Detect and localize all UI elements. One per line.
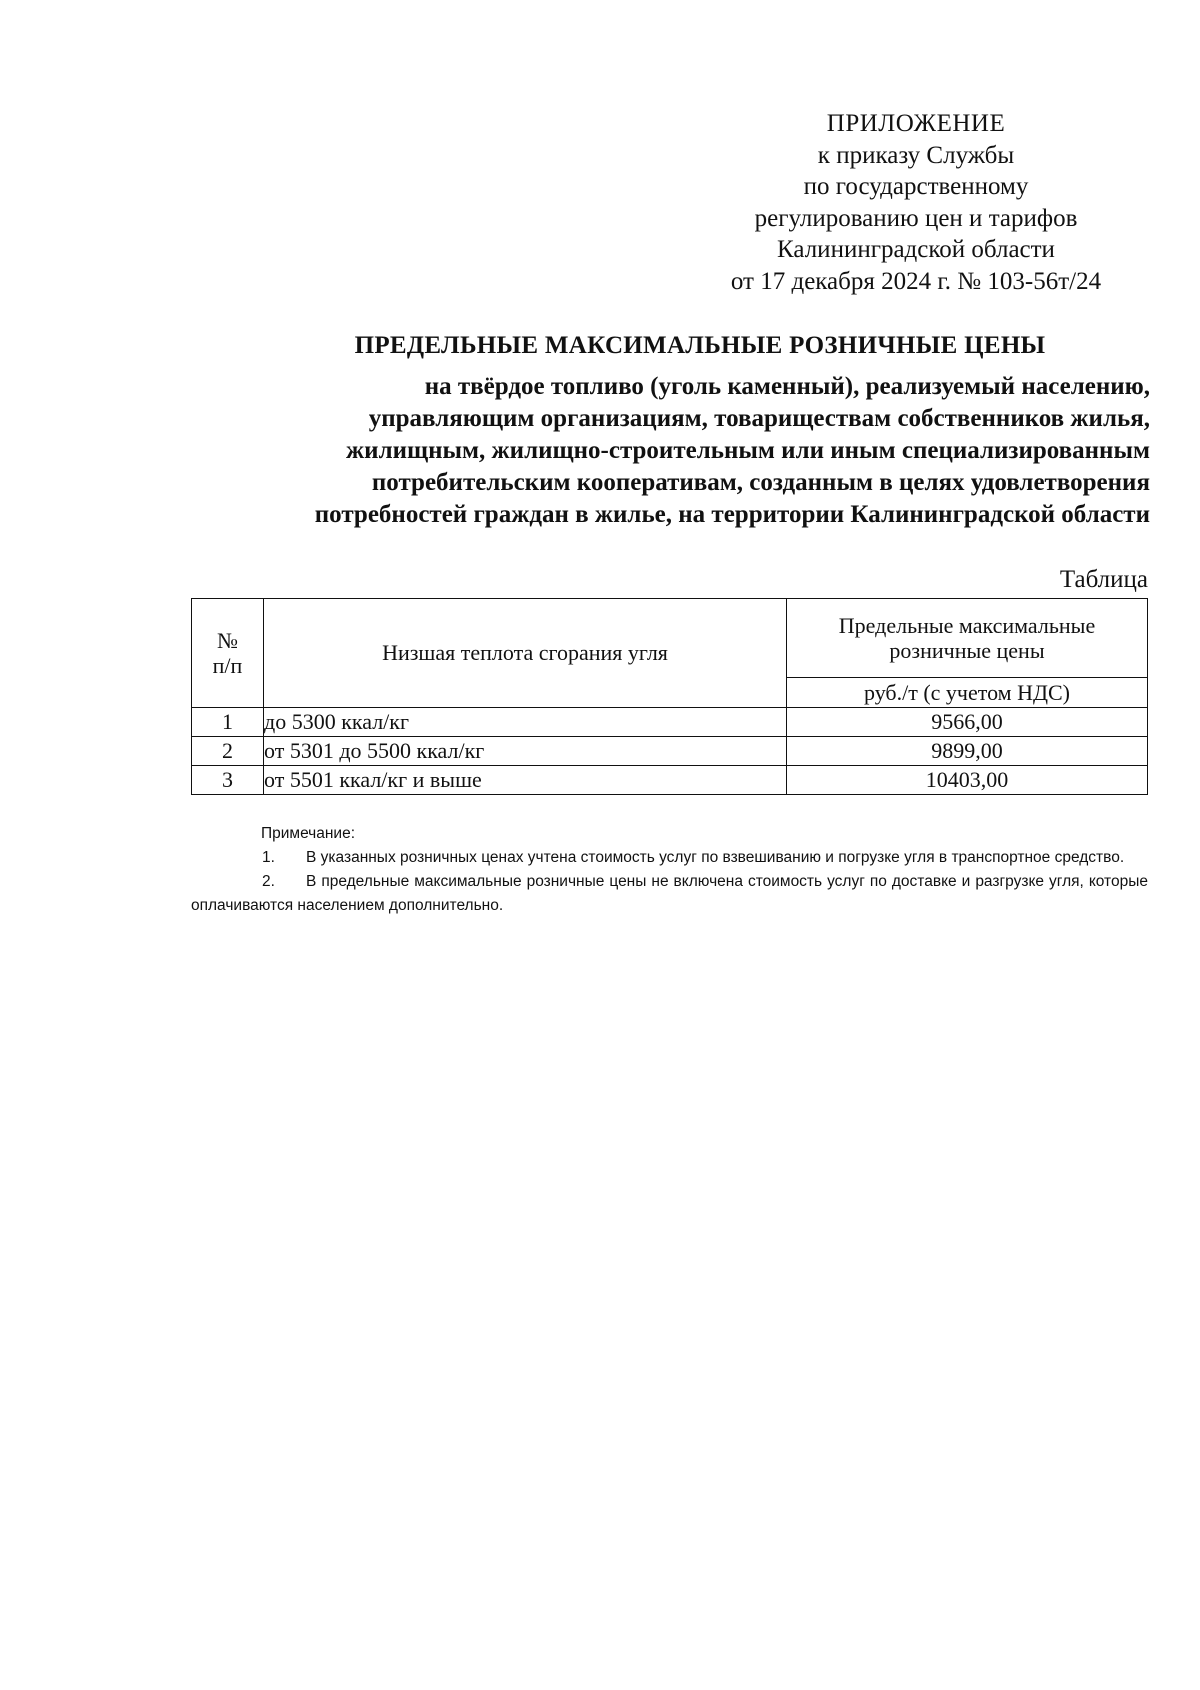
header-price-cell [787, 599, 1148, 678]
appendix-block [700, 108, 1132, 297]
notes-block [191, 822, 1148, 918]
header-num-symbol: № [217, 628, 238, 653]
price-table [191, 598, 1148, 795]
subtitle-line: потребностей граждан в жилье, на территории Калининградской области [314, 501, 1150, 528]
header-unit-cell: руб./т (с учетом НДС) [787, 678, 1148, 708]
note-text: В указанных розничных ценах учтена стоимость услуг по взвешиванию и погрузке угля в транспортное средство. [306, 849, 1125, 866]
table-label: Таблица [1059, 566, 1148, 593]
note-item [191, 870, 1148, 918]
subtitle-line: потребительским кооперативам, созданным в целях удовлетворения [371, 469, 1150, 496]
document-subtitle [180, 371, 1150, 531]
row-num-cell: 1 [192, 708, 264, 737]
document-title: ПРЕДЕЛЬНЫЕ МАКСИМАЛЬНЫЕ РОЗНИЧНЫЕ ЦЕНЫ [354, 332, 1046, 359]
subtitle-line: на твёрдое топливо (уголь каменный), реализуемый населению, [424, 373, 1150, 400]
subtitle-line: жилищным, жилищно-строительным или иным специализированным [346, 437, 1150, 464]
row-name-cell: от 5301 до 5500 ккал/кг [264, 737, 787, 766]
note-number: 2. [262, 873, 275, 890]
header-price-line: Предельные максимальные [838, 613, 1096, 638]
appendix-line: к приказу Службы [817, 141, 1015, 169]
header-name-cell: Низшая теплота сгорания угля [264, 599, 787, 708]
subtitle-line: управляющим организациям, товариществам собственников жилья, [368, 405, 1150, 432]
note-text: В предельные максимальные розничные цены не включена стоимость услуг по доставке и разгрузке угля, которые оплачиваются населением дополнительно. [191, 873, 1148, 914]
appendix-line: Калининградской области [777, 236, 1055, 263]
appendix-title: ПРИЛОЖЕНИЕ [826, 110, 1006, 137]
row-num-cell: 3 [192, 766, 264, 795]
row-name-cell: до 5300 ккал/кг [264, 708, 787, 737]
notes-title: Примечание: [261, 825, 356, 842]
row-num-cell: 2 [192, 737, 264, 766]
appendix-order-ref: от 17 декабря 2024 г. № 103-56т/24 [730, 267, 1102, 295]
row-price-cell: 10403,00 [787, 766, 1148, 795]
row-price-cell: 9899,00 [787, 737, 1148, 766]
appendix-line: по государственному [803, 173, 1029, 200]
note-item [191, 846, 1148, 870]
row-price-cell: 9566,00 [787, 708, 1148, 737]
appendix-line: регулированию цен и тарифов [754, 204, 1078, 232]
note-number: 1. [262, 849, 275, 866]
header-price-line: розничные цены [889, 638, 1045, 663]
table-row [192, 766, 1148, 795]
table-header-row [192, 599, 1148, 678]
row-name-cell: от 5501 ккал/кг и выше [264, 766, 787, 795]
header-num-cell [192, 599, 264, 708]
table-row [192, 737, 1148, 766]
table-row [192, 708, 1148, 737]
header-num-label: п/п [212, 653, 243, 678]
